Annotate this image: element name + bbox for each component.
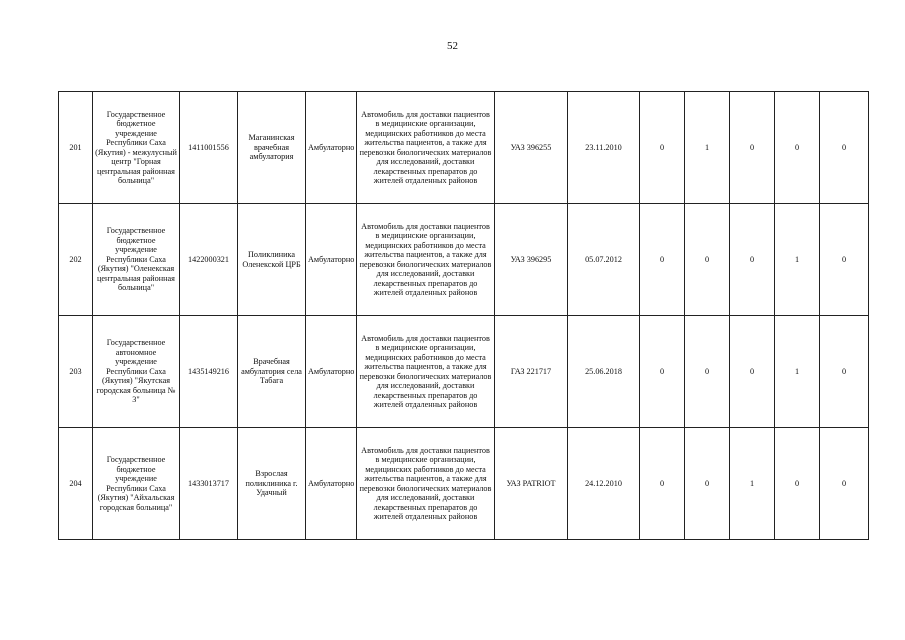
table-row: [59, 316, 869, 428]
subdivision-cell: Взрослая поликлиника г. Удачный: [238, 428, 306, 540]
count-cell: 0: [775, 428, 820, 540]
count-cell: 0: [685, 316, 730, 428]
count-cell: 0: [640, 204, 685, 316]
count-cell: 0: [640, 92, 685, 204]
count-cell: 0: [685, 204, 730, 316]
table-row: [59, 92, 869, 204]
count-cell: 0: [820, 316, 869, 428]
purpose-cell: Автомобиль для доставки пациентов в медицинские организации, медицинских работников до места жительства пациентов, а также для перевозки биологических материалов для исследований, доставки лекарственных препаратов до жителей отдаленных районов: [357, 92, 495, 204]
count-cell: 0: [775, 92, 820, 204]
inn-cell: 1422000321: [180, 204, 238, 316]
care-type-cell: Амбулаторно: [306, 92, 357, 204]
date-cell: 25.06.2018: [568, 316, 640, 428]
care-type-cell: Амбулаторно: [306, 204, 357, 316]
vehicle-model-cell: ГАЗ 221717: [495, 316, 568, 428]
row-number: 202: [59, 204, 93, 316]
organization-name: Государственное бюджетное учреждение Республики Саха (Якутия) - межулусный центр "Горная центральная районная больница": [93, 92, 180, 204]
count-cell: 0: [685, 428, 730, 540]
page-number: 52: [447, 40, 458, 52]
purpose-cell: Автомобиль для доставки пациентов в медицинские организации, медицинских работников до места жительства пациентов, а также для перевозки биологических материалов для исследований, доставки лекарственных препаратов до жителей отдаленных районов: [357, 428, 495, 540]
purpose-cell: Автомобиль для доставки пациентов в медицинские организации, медицинских работников до места жительства пациентов, а также для перевозки биологических материалов для исследований, доставки лекарственных препаратов до жителей отдаленных районов: [357, 316, 495, 428]
vehicle-model-cell: УАЗ PATRIOT: [495, 428, 568, 540]
count-cell: 0: [820, 92, 869, 204]
count-cell: 1: [775, 316, 820, 428]
count-cell: 0: [730, 92, 775, 204]
count-cell: 1: [685, 92, 730, 204]
count-cell: 0: [640, 316, 685, 428]
inn-cell: 1411001556: [180, 92, 238, 204]
purpose-cell: Автомобиль для доставки пациентов в медицинские организации, медицинских работников до места жительства пациентов, а также для перевозки биологических материалов для исследований, доставки лекарственных препаратов до жителей отдаленных районов: [357, 204, 495, 316]
count-cell: 0: [730, 316, 775, 428]
inn-cell: 1435149216: [180, 316, 238, 428]
organization-name: Государственное автономное учреждение Республики Саха (Якутия) "Якутская городская больница № 3": [93, 316, 180, 428]
count-cell: 1: [730, 428, 775, 540]
organization-name: Государственное бюджетное учреждение Республики Саха (Якутия) "Айхальская городская больница": [93, 428, 180, 540]
row-number: 201: [59, 92, 93, 204]
organization-name: Государственное бюджетное учреждение Республики Саха (Якутия) "Оленекская центральная районная больница": [93, 204, 180, 316]
count-cell: 0: [820, 428, 869, 540]
vehicle-model-cell: УАЗ 396295: [495, 204, 568, 316]
subdivision-cell: Маганинская врачебная амбулатория: [238, 92, 306, 204]
vehicle-model-cell: УАЗ 396255: [495, 92, 568, 204]
care-type-cell: Амбулаторно: [306, 316, 357, 428]
count-cell: 1: [775, 204, 820, 316]
count-cell: 0: [640, 428, 685, 540]
subdivision-cell: Поликлиника Оленекской ЦРБ: [238, 204, 306, 316]
subdivision-cell: Врачебная амбулатория села Табага: [238, 316, 306, 428]
row-number: 203: [59, 316, 93, 428]
care-type-cell: Амбулаторно: [306, 428, 357, 540]
vehicle-registry-table: [58, 91, 869, 540]
count-cell: 0: [730, 204, 775, 316]
table-row: [59, 428, 869, 540]
count-cell: 0: [820, 204, 869, 316]
date-cell: 24.12.2010: [568, 428, 640, 540]
date-cell: 23.11.2010: [568, 92, 640, 204]
table-row: [59, 204, 869, 316]
date-cell: 05.07.2012: [568, 204, 640, 316]
inn-cell: 1433013717: [180, 428, 238, 540]
row-number: 204: [59, 428, 93, 540]
